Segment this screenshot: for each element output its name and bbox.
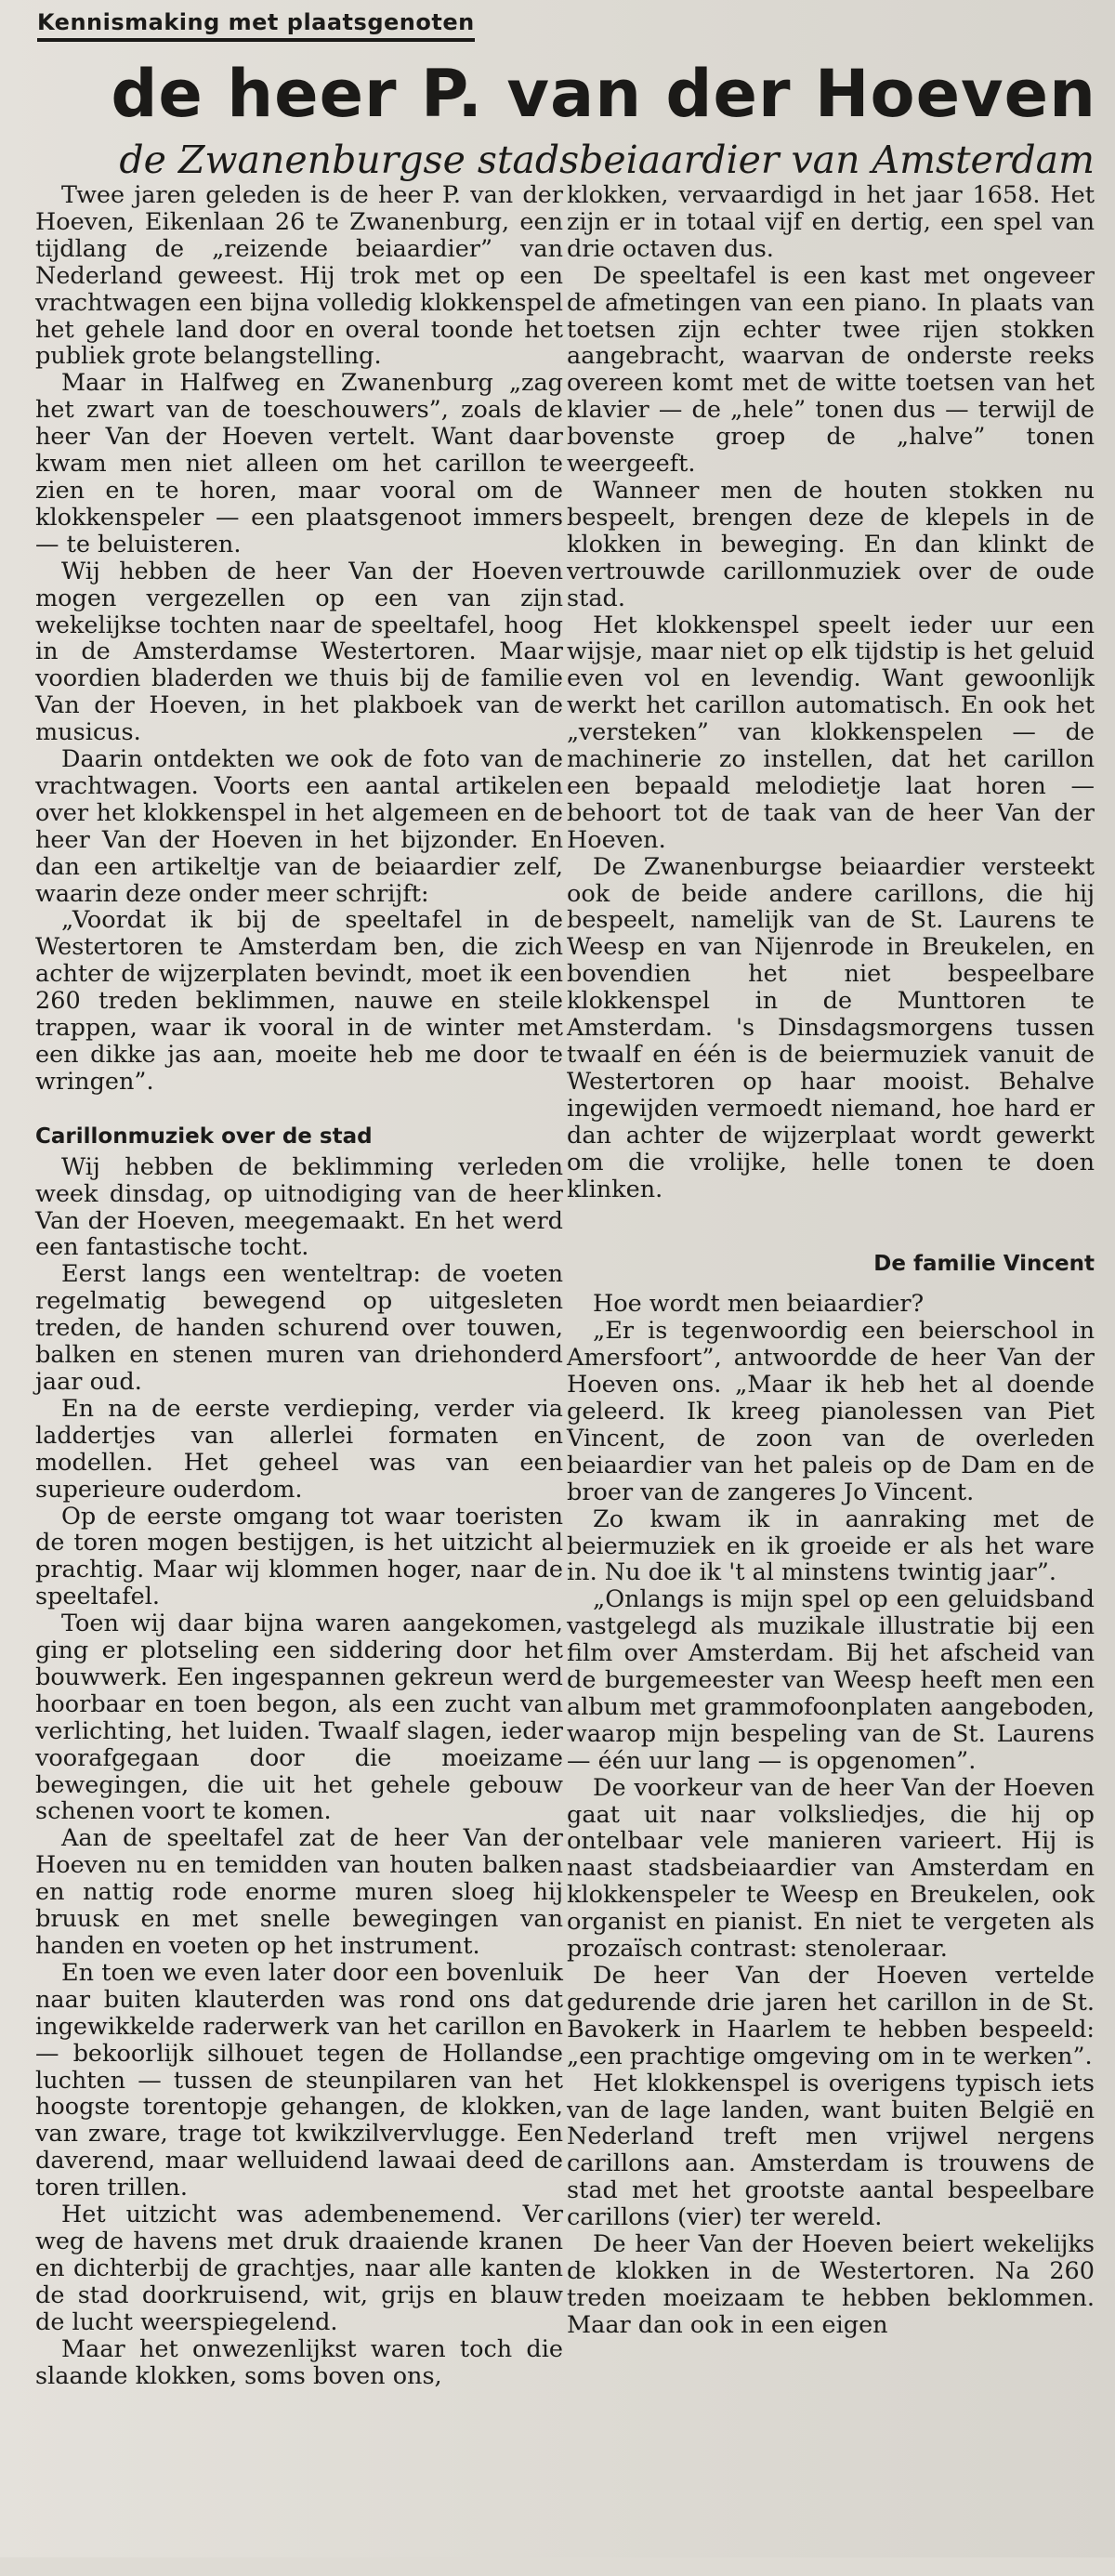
paragraph: „Onlangs is mijn spel op een geluidsband vastgelegd als muzikale illustratie bij een film over Amsterdam. Bij het afscheid van de burgemeester van Weesp heeft men een album met grammofoonplaten aangeboden, waarop mijn bespeling van de St. Laurens — één uur lang — is opgenomen”. (567, 1585, 1095, 1775)
paragraph: De heer Van der Hoeven beiert wekelijks de klokken in de Westertoren. Na 260 treden moeizaam te hebben beklommen. Maar dan ook in een eigen (567, 2230, 1095, 2339)
paragraph: klokken, vervaardigd in het jaar 1658. Het zijn er in totaal vijf en dertig, een spel van drie octaven dus. (567, 181, 1095, 263)
right-column (567, 182, 1095, 2339)
paragraph: Eerst langs een wenteltrap: de voeten regelmatig bewegend op uitgesleten treden, de handen schurend over touwen, balken en stenen muren van driehonderd jaar oud. (35, 1260, 563, 1396)
article-subheadline: de Zwanenburgse stadsbeiaardier van Amsterdam (119, 138, 1095, 182)
paragraph: Het klokkenspel speelt ieder uur een wijsje, maar niet op elk tijdstip is het geluid even vol en levendig. Want gewoonlijk werkt het carillon automatisch. En ook het „versteken” van klokkenspelen — de machinerie zo instellen, dat het carillon een bepaald melodietje laat horen — behoort tot de taak van de heer Van der Hoeven. (567, 611, 1095, 854)
paragraph: En na de eerste verdieping, verder via laddertjes van allerlei formaten en modellen. Het geheel was van een superieure ouderdom. (35, 1394, 563, 1504)
paragraph: De heer Van der Hoeven vertelde gedurende drie jaren het carillon in de St. Bavokerk in Haarlem te hebben bespeeld: „een prachtige omgeving om in te werken”. (567, 1962, 1095, 2070)
left-column (35, 182, 563, 2389)
paragraph: Daarin ontdekten we ook de foto van de vrachtwagen. Voorts een aantal artikelen over het klokkenspel in het algemeen en de heer Van der Hoeven in het bijzonder. En dan een artikeltje van de beiaardier zelf, waarin deze onder meer schrijft: (35, 745, 563, 908)
section-kicker: Kennismaking met plaatsgenoten (37, 9, 475, 42)
paragraph: Maar in Halfweg en Zwanenburg „zag het zwart van de toeschouwers”, zoals de heer Van der Hoeven vertelt. Want daar kwam men niet alleen om het carillon te zien en te horen, maar vooral om de klokkenspeler — een plaatsgenoot immers — te beluisteren. (35, 369, 563, 559)
paragraph: Wij hebben de beklimming verleden week dinsdag, op uitnodiging van de heer Van der Hoeven, meegemaakt. En het werd een fantastische tocht. (35, 1152, 563, 1262)
clipping-edge (0, 2557, 1115, 2576)
section-heading: De familie Vincent (873, 1252, 1095, 1277)
paragraph: „Voordat ik bij de speeltafel in de Westertoren te Amsterdam ben, die zich achter de wijzerplaten bevindt, moet ik een 260 treden beklimmen, nauwe en steile trappen, waar ik vooral in de winter met een dikke jas aan, moeite heb me door te wringen”. (35, 906, 563, 1096)
paragraph: De speeltafel is een kast met ongeveer de afmetingen van een piano. In plaats van toetsen zijn echter twee rijen stokken aangebracht, waarvan de onderste reeks overeen komt met de witte toetsen van het klavier — de „hele” tonen dus — terwijl de bovenste groep de „halve” tonen weergeeft. (567, 261, 1095, 479)
paragraph: Toen wij daar bijna waren aangekomen, ging er plotseling een siddering door het bouwwerk. Een ingespannen gekreun werd hoorbaar en toen begon, als een zucht van verlichting, het luiden. Twaalf slagen, ieder voorafgegaan door die moeizame bewegingen, die uit het gehele gebouw schenen voort te komen. (35, 1610, 563, 1826)
paragraph: „Er is tegenwoordig een beierschool in Amersfoort”, antwoordde de heer Van der Hoeven ons. „Maar ik heb het al doende geleerd. Ik kreeg pianolessen van Piet Vincent, de zoon van de overleden beiaardier van het paleis op de Dam en de broer van de zangeres Jo Vincent. (567, 1317, 1095, 1506)
paragraph: De Zwanenburgse beiaardier versteekt ook de beide andere carillons, die hij bespeelt, namelijk van de St. Laurens te Weesp en van Nijenrode in Breukelen, en bovendien het niet bespeelbare klokkenspel in de Munttoren te Amsterdam. 's Dinsdagsmorgens tussen twaalf en één is de beiermuziek vanuit de Westertoren op haar mooist. Behalve ingewijden vermoedt niemand, hoe hard er dan achter de wijzerplaat wordt gewerkt om die vrolijke, helle tonen te doen klinken. (567, 852, 1095, 1203)
paragraph: Aan de speeltafel zat de heer Van der Hoeven nu en temidden van houten balken en nattig rode enorme muren sloeg hij bruusk en met snelle bewegingen van handen en voeten op het instrument. (35, 1824, 563, 1960)
paragraph: Wanneer men de houten stokken nu bespeelt, brengen deze de klepels in de klokken in beweging. En dan klinkt de vertrouwde carillonmuziek over de oude stad. (567, 476, 1095, 612)
section-heading: Carillonmuziek over de stad (35, 1124, 373, 1149)
paragraph: Hoe wordt men beiaardier? (593, 1290, 925, 1319)
paragraph: Twee jaren geleden is de heer P. van der Hoeven, Eikenlaan 26 te Zwanenburg, een tijdlang de „reizende beiaardier” van Nederland geweest. Hij trok met op een vrachtwagen een bijna volledig klokkenspel het gehele land door en overal toonde het publiek grote belangstelling. (35, 181, 563, 371)
paragraph: Het uitzicht was adembenemend. Ver weg de havens met druk draaiende kranen en dichterbij de grachtjes, naar alle kanten de stad doorkruisend, wit, grijs en blauw de lucht weerspiegelend. (35, 2201, 563, 2336)
paragraph: Wij hebben de heer Van der Hoeven mogen vergezellen op een van zijn wekelijkse tochten naar de speeltafel, hoog in de Amsterdamse Westertoren. Maar voordien bladerden we thuis bij de familie Van der Hoeven, in het plakboek van de musicus. (35, 557, 563, 747)
paragraph: Zo kwam ik in aanraking met de beiermuziek en ik groeide er als het ware in. Nu doe ik 't al minstens twintig jaar”. (567, 1505, 1095, 1587)
paragraph: En toen we even later door een bovenluik naar buiten klauterden was rond ons dat ingewikkelde raderwerk van het carillon en — bekoorlijk silhouet tegen de Hollandse luchten — tussen de steunpilaren van het hoogste torentopje gehangen, de klokken, van zware, trage tot kwikzilvervlugge. Een daverend, maar welluidend lawaai deed de toren trillen. (35, 1958, 563, 2202)
paragraph: Maar het onwezenlijkst waren toch die slaande klokken, soms boven ons, (35, 2334, 563, 2390)
paragraph: Op de eerste omgang tot waar toeristen de toren mogen bestijgen, is het uitzicht al prachtig. Maar wij klommen hoger, naar de speeltafel. (35, 1502, 563, 1611)
paragraph: Het klokkenspel is overigens typisch iets van de lage landen, want buiten België en Nederland treft men vrijwel nergens carillons aan. Amsterdam is trouwens de stad met het grootste aantal bespeelbare carillons (vier) ter wereld. (567, 2069, 1095, 2232)
paragraph: De voorkeur van de heer Van der Hoeven gaat uit naar volksliedjes, die hij op ontelbaar vele manieren varieert. Hij is naast stadsbeiaardier van Amsterdam en klokkenspeler te Weesp en Breukelen, ook organist en pianist. En niet te vergeten als prozaïsch contrast: stenoleraar. (567, 1773, 1095, 1964)
article-headline: de heer P. van der Hoeven (111, 56, 1096, 132)
